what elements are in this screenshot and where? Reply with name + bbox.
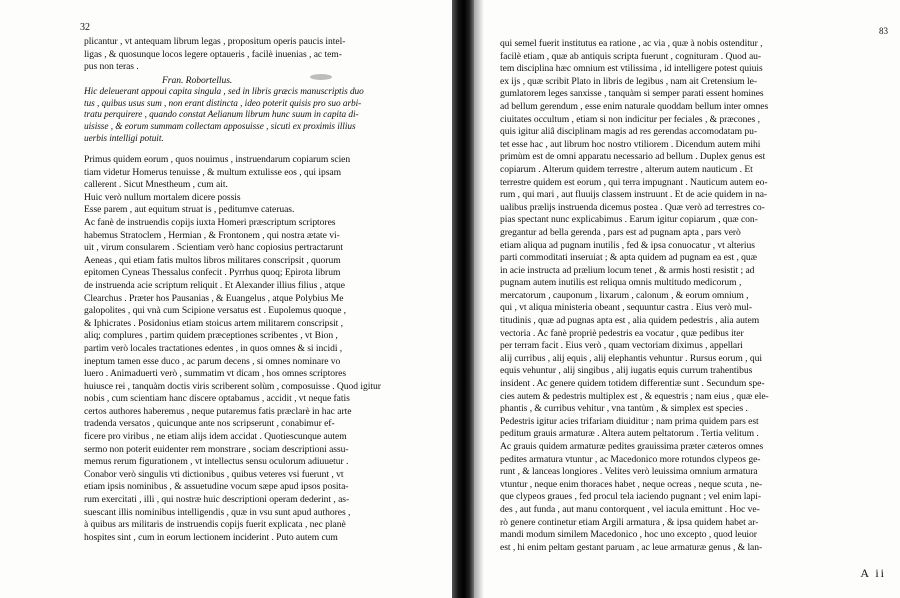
text-line: mercatorum , cauponum , lixarum , calonum , & eorum omnium ,: [500, 289, 749, 301]
note-heading: Fran. Robortellus.: [162, 74, 233, 86]
text-line: luero . Animaduerti verò , summatim vt dicam , hos omnes scriptores: [84, 368, 347, 380]
text-line: Primus quidem eorum , quos nouimus , instruendarum copiarum scien: [84, 154, 351, 165]
text-line: nobis , cum scientiam hanc discere optabamus , accidit , vt neque fatis: [84, 393, 350, 405]
text-line: quis igitur aliâ disciplinam magis ad res gerendas accomodatam pu-: [500, 126, 757, 138]
text-line: pedites armatura vtuntur , ac Macedonico more rotundos clypeos ge-: [500, 453, 761, 465]
right-page: [474, 0, 900, 598]
text-line: Pedestris igitur acies trifariam diuiditur ; nam prima quidem pars est: [500, 415, 759, 427]
text-line: uerbis intelligi potuit.: [84, 133, 164, 144]
text-line: pus non teras .: [84, 61, 139, 73]
text-line: titudinis , quæ ad pugnas apta est , alia quidem pedestris , alia autem: [500, 315, 760, 327]
text-line: pugnam autem inutilis est reliqua omnis multitudo medicorum ,: [500, 277, 742, 289]
text-line: pias spectant nunc explicabimus . Earum igitur copiarum , quæ con-: [500, 214, 758, 226]
right-body-text: [500, 38, 892, 554]
text-line: ligas , & quosunque locos legere optaueris , facilè inuenias , ac tem-: [84, 48, 342, 60]
text-line: huiusce rei , tanquàm doctis viris scriberent solùm , composuisse . Quod igitur: [84, 380, 381, 392]
text-line: certos authores haberemus , neque putaremus fatis præclarè in hac arte: [84, 405, 352, 417]
text-line: epitomen Cyneas Thessalus confecit . Pyrrhus quoq; Epirota librum: [84, 267, 341, 279]
intro-paragraph: [84, 36, 448, 146]
text-line: qui semel fuerit institutus ea ratione , ac via , quæ à nobis ostenditur ,: [500, 38, 763, 49]
editor-note: [84, 87, 448, 146]
text-line: de instruenda acie scriptum reliquit . Et Alexander illius filius , atque: [84, 279, 345, 291]
text-line: copiarum . Alterum quidem terrestre , alterum autem nauticum . Et: [500, 163, 753, 175]
text-line: plicantur , vt antequam librum legas , propositum operis paucis intel-: [84, 36, 346, 47]
text-line: qui , vt aliqua ministeria obeant , sequuntur castra . Eius verò mul-: [500, 302, 753, 314]
text-line: Huic verò nullum mortalem dicere possis: [84, 191, 241, 203]
text-line: & Iphicrates . Posidonius etiam stoicus artem militarem conscripsit ,: [84, 317, 343, 329]
text-line: est , hi enim peltam gestant paruam , ac leue armaturæ genus , & lan-: [500, 541, 763, 553]
text-line: partim verò locales tractationes edentes , in quos omnes & si incidi ,: [84, 342, 343, 354]
text-line: des , aut funda , aut manu contorquent , vel iacula emittunt . Hoc ve-: [500, 503, 760, 515]
text-line: phantis , & curribus vehitur , vna tantùm , & simplex est species .: [500, 403, 748, 415]
text-line: cies autem & pedestris multiplex est , & equestris ; nam eius , quæ ele-: [500, 390, 769, 402]
text-line: uit , virum consularem . Scientiam verò hanc copiosius pertractarunt: [84, 242, 344, 254]
text-line: hospites sint , cum in eorum lectionem inciderint . Puto autem cum: [84, 531, 338, 543]
text-line: Ac fanè de instruendis copijs iuxta Homeri præscriptum scriptores: [84, 216, 336, 228]
text-line: peditum grauis armaturæ . Altera autem peltatorum . Tertia velitum .: [500, 428, 759, 440]
text-line: ficere pro viribus , ne etiam alijs idem accidat . Quotiescunque autem: [84, 431, 347, 443]
text-line: tus , quibus usus sum , non erant distincta , ideo poterit quisis pro suo arbi-: [84, 98, 362, 109]
text-line: tradenda versatos , quicunque ante nos scripserunt , conabimur ef-: [84, 418, 335, 430]
page-number-left: 32: [80, 22, 90, 33]
text-line: in acie instructa ad prælium locum tenet , & armis hosti resistit ; ad: [500, 264, 755, 276]
text-line: alij curribus , alij equis , alij elephantis vehuntur . Rursus eorum , qui: [500, 352, 762, 364]
text-line: habemus Stratoclem , Hermian , & Frontonem , qui nostra ætate vi-: [84, 229, 340, 241]
text-line: terrestre quidem est eorum , qui terra impugnant . Nauticum autem eo-: [500, 176, 768, 188]
text-line: rum , qui mari , aut fluuijs classem instruunt . Et de acie quidem in na-: [500, 189, 768, 201]
text-line: gumlatorem leges sanxisse , tanquàm si semper parati essent homines: [500, 88, 764, 100]
text-line: que clypeos graues , fed procul tela iaciendo pugnant ; vel enim lapi-: [500, 491, 762, 503]
gutter-shadow: [474, 0, 484, 598]
text-line: ex ijs , quæ scribit Plato in libris de legibus , nam ait Cretensium le-: [500, 75, 757, 87]
text-line: à quibus ars militaris de instruendis copijs fuerit explicata , nec planè: [84, 519, 346, 531]
text-line: gregantur ad bella gerenda , pars est ad pugnam apta , pars verò: [500, 226, 741, 238]
text-line: mandi modum similem Macedonico , hoc uno excepto , quod leuior: [500, 529, 757, 541]
text-line: Aeneas , qui etiam fatis multos libros militares conscripsit , quorum: [84, 254, 341, 266]
text-line: aliq; complures , partim quidem præceptiones scribentes , vt Bion ,: [84, 330, 338, 342]
text-line: etiam ipsis nominibus , & assuetudine vocum sæpe apud ipsos posita-: [84, 481, 349, 493]
text-line: parti commoditati inseruiat ; & apta quidem ad pugnam ea est , quæ: [500, 252, 758, 264]
text-line: facilè etiam , quæ ab antiquis scripta fuerunt , cognituram . Quod au-: [500, 50, 762, 62]
page-number-right: 83: [879, 26, 888, 36]
text-line: primùm est de omni apparatu necessario ad bellum . Duplex genus est: [500, 151, 766, 163]
text-line: Hic deleuerant appoui capita singula , sed in libris græcis manuscriptis duo: [84, 86, 364, 97]
text-line: ineptum tamen esse duco , ac parum decens , si omnes nominare vo: [84, 355, 341, 367]
text-line: rum exercitati , illi , qui nostræ huic descriptioni operam dederint , as-: [84, 494, 350, 506]
text-line: Esse parem , aut equitum struat is , peditumve cateruas.: [84, 204, 295, 216]
text-line: sermo non poterit euidenter rem monstrare , sociam descriptioni assu-: [84, 443, 349, 455]
text-line: ualibus prælijs instruenda dicemus postea . Quæ verò ad terrestres co-: [500, 201, 765, 213]
book-gutter: [452, 0, 474, 598]
text-line: Clearchus . Præter hos Pausanias , & Euangelus , atque Polybius Me: [84, 292, 344, 304]
text-line: memus rerum figurationem , vt intellectus sensu oculorum adiuuetur .: [84, 456, 349, 468]
text-line: equis vehuntur , alij singibus , alij iugatis equis currum trahentibus: [500, 365, 753, 377]
text-line: callerent . Sicut Mnestheum , cum ait.: [84, 179, 228, 191]
text-line: tratu perquirere , quando constat Aelianum librum hunc suum in capita di-: [84, 110, 359, 121]
text-line: vtuntur , neque enim thoraces habet , neque ocreas , neque scuta , ne-: [500, 478, 763, 490]
text-line: ad bellum gerendum , esse enim naturale quoddam bellum inter omnes: [500, 100, 769, 112]
text-line: ciuitates occultum , etiam si non indicitur per feciales , & præcones ,: [500, 113, 760, 125]
signature-mark: A ii: [860, 566, 886, 580]
text-line: uisisse , & eorum summam collectam apposuisse , sicuti ex proximis illius: [84, 122, 356, 133]
text-line: vectoria . Ac fanè propriè pedestris ea vocatur , quæ pedibus iter: [500, 327, 744, 339]
text-line: rò genere continetur etiam Argili armatura , & ipsa quidem habet ar-: [500, 516, 759, 528]
left-body-text: [84, 154, 448, 544]
text-line: Conabor verò singulis vti dictionibus , quibus veteres vsi fuerunt , vt: [84, 468, 344, 480]
text-line: per terram facit . Eius verò , quam vectoriam diximus , appellari: [500, 340, 743, 352]
text-line: galopolites , qui vnà cum Scipione versatus est . Eupolemus quoque ,: [84, 305, 346, 317]
text-line: insident . Ac genere quidem totidem differentiæ sunt . Secundum spe-: [500, 378, 765, 390]
text-line: tet esse hac , aut librum hoc nostro vtiliorem . Dicendum autem mihi: [500, 138, 761, 150]
text-line: etiam aliqua ad pugnam inutilis , fed & ipsa conuocatur , vt alterius: [500, 239, 755, 251]
text-line: tiam videtur Homerus tenuisse , & multum extulisse eos , qui ipsam: [84, 166, 342, 178]
text-line: Ac grauis quidem armaturæ pedites grauissima præter cæteros omnes: [500, 441, 764, 452]
text-line: runt , & lanceas longiores . Velites verò leuissima omnium armatura: [500, 466, 758, 478]
text-line: suescant illis nominibus intelligendis , quæ in vsu sunt apud authores ,: [84, 506, 351, 518]
ink-smudge: [310, 74, 332, 80]
text-line: tem disciplina hæc omnium est vtilissima , id intelligere potest quiuis: [500, 63, 763, 75]
